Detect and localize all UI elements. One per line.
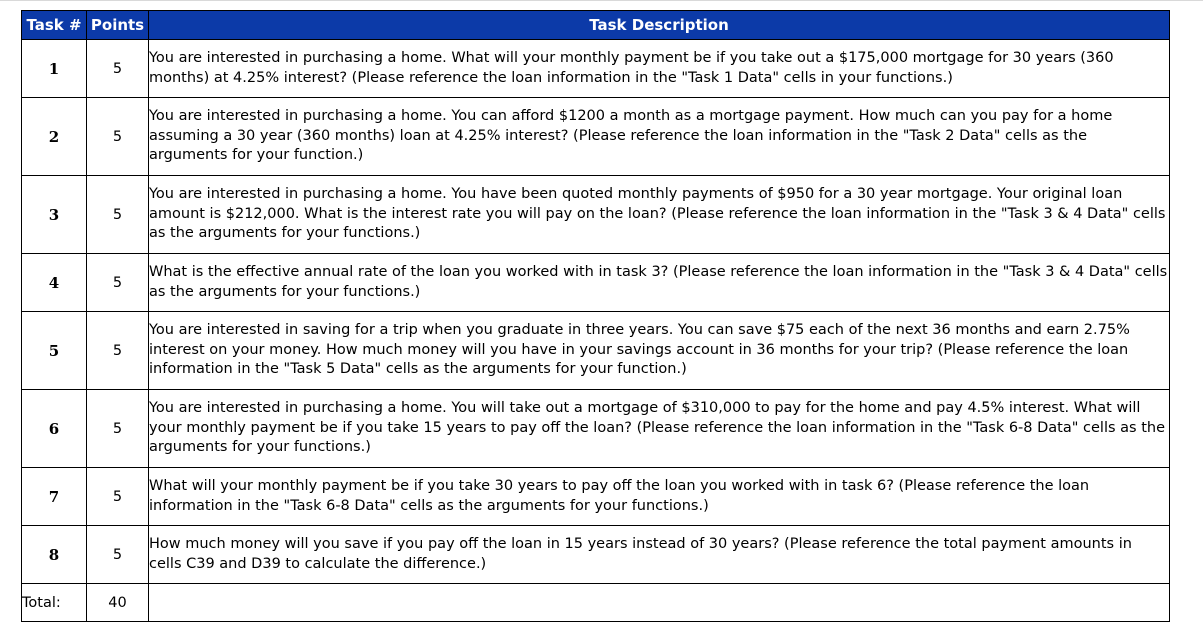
task-number: 3 (22, 176, 87, 254)
task-number: 6 (22, 390, 87, 468)
task-description: What will your monthly payment be if you take 30 years to pay off the loan you worked with in task 6? (Please reference the loan information in the "Task 6-8 Data" cells as the arguments for your functions.) (149, 468, 1170, 526)
task-description: How much money will you save if you pay off the loan in 15 years instead of 30 years? (Please reference the total payment amounts in cells C39 and D39 to calculate the difference.) (149, 526, 1170, 584)
task-points: 5 (87, 98, 149, 176)
total-points: 40 (87, 584, 149, 622)
task-points: 5 (87, 390, 149, 468)
top-divider (0, 0, 1203, 1)
task-description: What is the effective annual rate of the loan you worked with in task 3? (Please reference the loan information in the "Task 3 & 4 Data" cells as the arguments for your functions.) (149, 254, 1170, 312)
task-number: 4 (22, 254, 87, 312)
task-table (21, 10, 1170, 622)
task-number: 5 (22, 312, 87, 390)
task-number: 2 (22, 98, 87, 176)
task-points: 5 (87, 254, 149, 312)
task-number: 7 (22, 468, 87, 526)
task-points: 5 (87, 526, 149, 584)
table-row (22, 390, 1170, 468)
task-description: You are interested in purchasing a home. What will your monthly payment be if you take out a $175,000 mortgage for 30 years (360 months) at 4.25% interest? (Please reference the loan information in the "Task 1 Data" cells in your functions.) (149, 40, 1170, 98)
task-points: 5 (87, 312, 149, 390)
task-points: 5 (87, 176, 149, 254)
table-row (22, 468, 1170, 526)
total-row (22, 584, 1170, 622)
header-task-number: Task # (22, 11, 87, 40)
task-description: You are interested in purchasing a home. You can afford $1200 a month as a mortgage payment. How much can you pay for a home assuming a 30 year (360 months) loan at 4.25% interest? (Please reference the loan information in the "Task 2 Data" cells as the arguments for your function.) (149, 98, 1170, 176)
task-number: 8 (22, 526, 87, 584)
table-row (22, 526, 1170, 584)
table-row (22, 254, 1170, 312)
table-row (22, 40, 1170, 98)
total-label: Total: (22, 584, 87, 622)
task-points: 5 (87, 468, 149, 526)
task-description: You are interested in purchasing a home. You will take out a mortgage of $310,000 to pay for the home and pay 4.5% interest. What will your monthly payment be if you take 15 years to pay off the loan? (Please reference the loan information in the "Task 6-8 Data" cells as the arguments for your functions.) (149, 390, 1170, 468)
header-points: Points (87, 11, 149, 40)
task-description: You are interested in saving for a trip when you graduate in three years. You can save $75 each of the next 36 months and earn 2.75% interest on your money. How much money will you have in your savings account in 36 months for your trip? (Please reference the loan information in the "Task 5 Data" cells as the arguments for your function.) (149, 312, 1170, 390)
table-header-row (22, 11, 1170, 40)
table-row (22, 312, 1170, 390)
task-number: 1 (22, 40, 87, 98)
task-points: 5 (87, 40, 149, 98)
table-row (22, 176, 1170, 254)
total-description (149, 584, 1170, 622)
task-description: You are interested in purchasing a home. You have been quoted monthly payments of $950 for a 30 year mortgage. Your original loan amount is $212,000. What is the interest rate you will pay on the loan? (Please reference the loan information in the "Task 3 & 4 Data" cells as the arguments for your functions.) (149, 176, 1170, 254)
table-row (22, 98, 1170, 176)
header-task-description: Task Description (149, 11, 1170, 40)
